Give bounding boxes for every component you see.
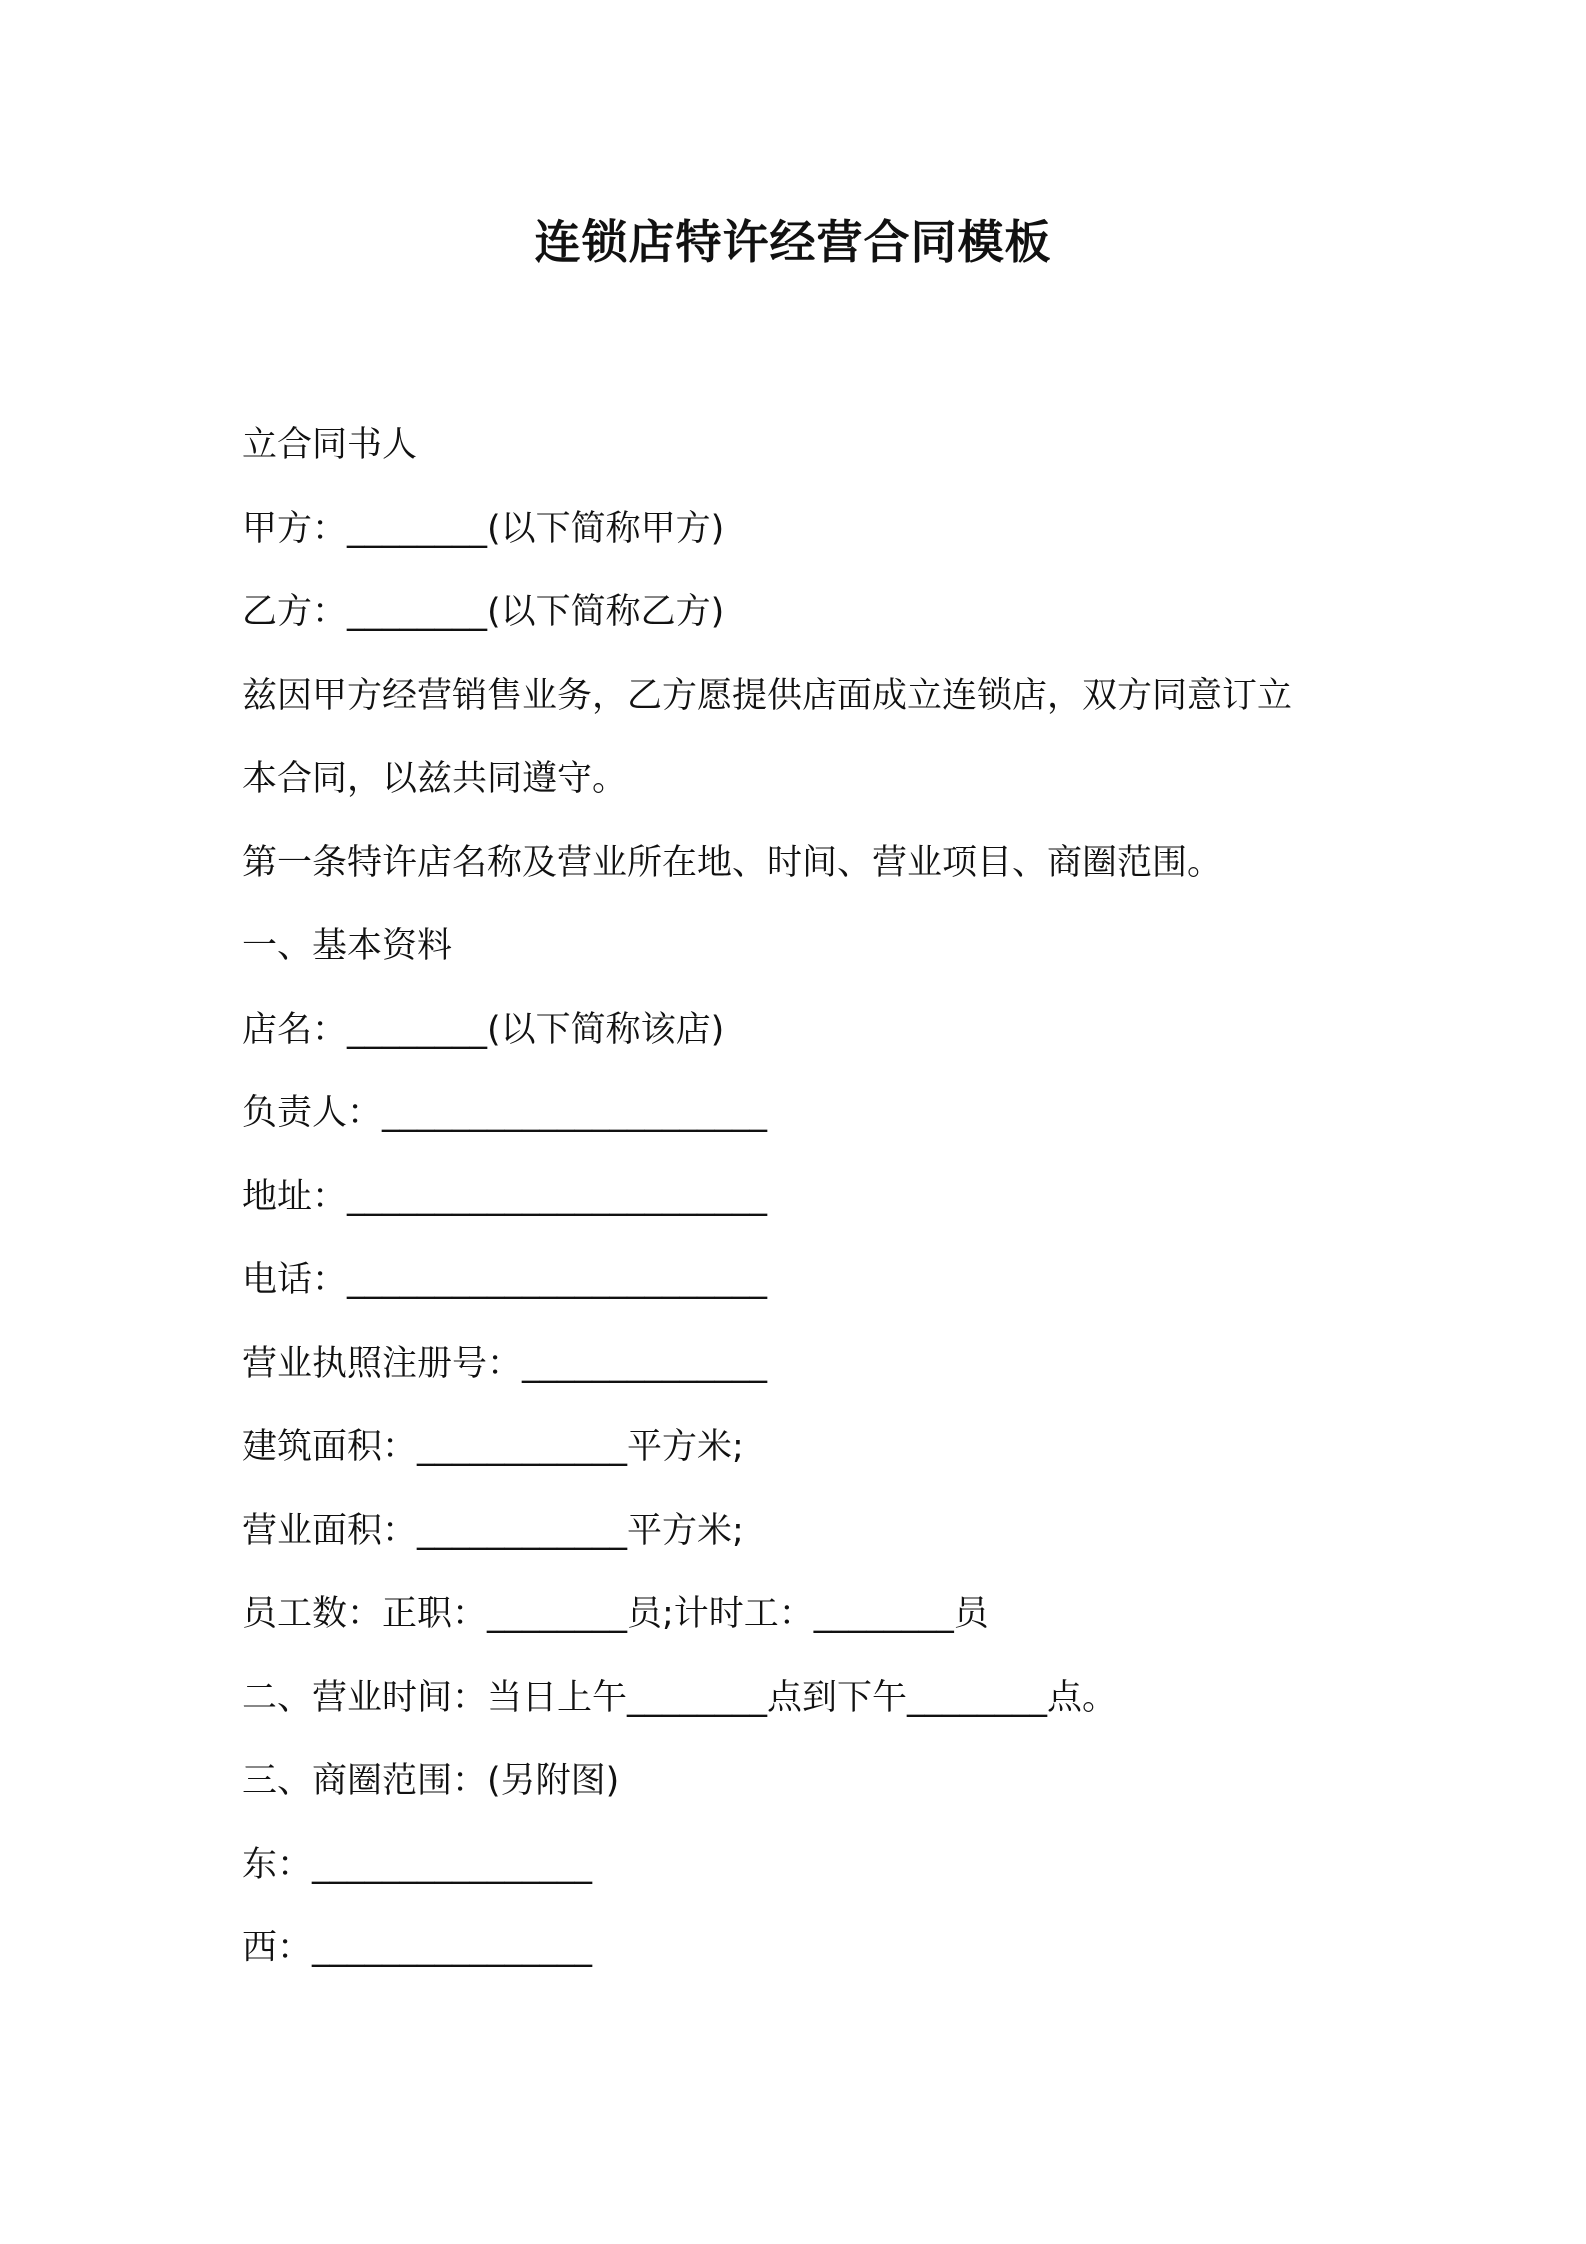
business-hours-line: 二、营业时间：当日上午________点到下午________点。 (242, 1677, 1118, 1718)
document-body (242, 404, 1372, 1991)
party-a-line: 甲方：________(以下简称甲方) (242, 508, 725, 549)
person-in-charge-line: 负责人：______________________ (242, 1093, 768, 1133)
section-basic-info-heading: 一、基本资料 (242, 926, 453, 966)
building-area-line: 建筑面积：____________平方米; (242, 1427, 744, 1467)
business-area-line: 营业面积：____________平方米; (242, 1510, 744, 1551)
article-one-heading: 第一条特许店名称及营业所在地、时间、营业项目、商圈范围。 (242, 842, 1223, 883)
phone-line: 电话：________________________ (242, 1260, 768, 1300)
address-line: 地址：________________________ (242, 1176, 768, 1217)
east-boundary-line: 东：________________ (242, 1844, 593, 1885)
preamble-line-2: 本合同，以兹共同遵守。 (242, 759, 628, 799)
party-b-line: 乙方：________(以下简称乙方) (242, 592, 725, 632)
business-license-line: 营业执照注册号：______________ (242, 1343, 768, 1384)
trade-area-heading: 三、商圈范围：(另附图) (242, 1761, 620, 1801)
document-title: 连锁店特许经营合同模板 (534, 215, 1052, 269)
west-boundary-line: 西：________________ (242, 1928, 593, 1968)
preamble-line-1: 兹因甲方经营销售业务，乙方愿提供店面成立连锁店，双方同意订立 (242, 675, 1293, 716)
staff-count-line: 员工数：正职：________员;计时工：________员 (242, 1594, 989, 1634)
contract-parties-heading: 立合同书人 (242, 425, 418, 465)
store-name-line: 店名：________(以下简称该店) (242, 1009, 725, 1050)
